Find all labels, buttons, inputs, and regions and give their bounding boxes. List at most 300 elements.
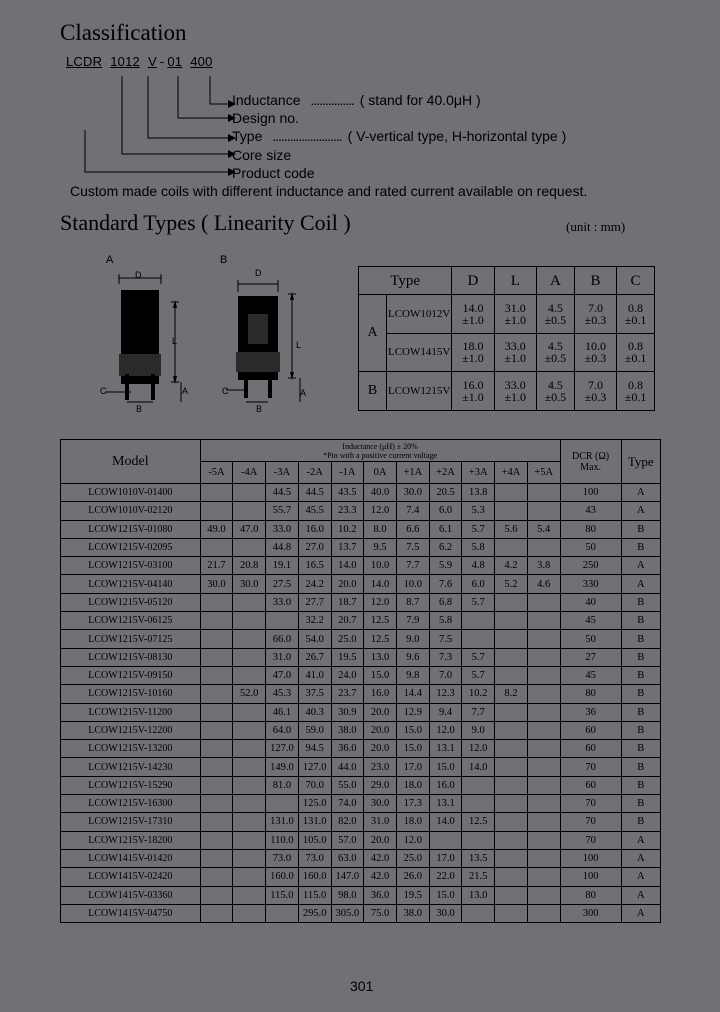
dim-b: 7.0 ±0.3 [574,372,616,411]
dcr-cell: 70 [560,758,621,776]
inductance-cell: 98.0 [331,886,364,904]
dcr-cell: 60 [560,740,621,758]
inductance-cell [233,758,266,776]
inductance-cell: 31.0 [266,648,299,666]
inductance-cell: 15.0 [364,666,397,684]
inductance-cell: 30.0 [429,904,462,922]
inductance-cell: 20.8 [233,557,266,575]
inductance-cell [233,484,266,502]
inductance-cell [266,795,299,813]
inductance-cell: 26.7 [298,648,331,666]
inductance-cell [200,666,233,684]
table-row [61,630,661,648]
inductance-cell: 15.0 [429,886,462,904]
inductance-cell [527,740,560,758]
inductance-cell: 19.1 [266,557,299,575]
inductance-cell: 14.0 [462,758,495,776]
legend-inductance: Inductance ............... ( stand for 40.0μH ) [232,92,481,108]
inductance-cell: 81.0 [266,776,299,794]
inductance-cell [462,904,495,922]
table-row [61,648,661,666]
inductance-cell: 6.6 [396,520,429,538]
inductance-cell: 18.7 [331,593,364,611]
dim-group-a: A [359,295,387,372]
current-header: -1A [331,462,364,484]
inductance-cell: 6.0 [429,502,462,520]
inductance-cell [200,795,233,813]
inductance-cell [527,886,560,904]
dcr-cell: 50 [560,538,621,556]
inductance-cell [495,721,528,739]
inductance-cell: 9.4 [429,703,462,721]
table-row [61,868,661,886]
inductance-cell [233,740,266,758]
inductance-cell: 12.0 [429,721,462,739]
inductance-cell [200,740,233,758]
model-cell: LCOW1215V-05120 [61,593,201,611]
inductance-cell: 55.7 [266,502,299,520]
dcr-cell: 80 [560,685,621,703]
inductance-cell [200,593,233,611]
inductance-cell: 147.0 [331,868,364,886]
table-row [61,831,661,849]
inductance-cell [233,666,266,684]
inductance-cell [527,721,560,739]
inductance-cell: 23.3 [331,502,364,520]
table-row [61,721,661,739]
inductance-cell: 30.0 [200,575,233,593]
drawing-a-b: B [136,404,143,414]
inductance-cell: 82.0 [331,813,364,831]
dcr-cell: 50 [560,630,621,648]
dim-c: 0.8 ±0.1 [617,333,655,372]
pn-design-no: 01 [167,54,183,69]
drawing-a-c: C [100,386,107,396]
drawing-a-label: A [106,254,114,266]
inductance-cell: 18.0 [396,776,429,794]
table-row [61,849,661,867]
inductance-cell: 127.0 [298,758,331,776]
inductance-cell: 6.1 [429,520,462,538]
dim-d: 16.0 ±1.0 [452,372,494,411]
inductance-cell [495,593,528,611]
inductance-cell: 40.3 [298,703,331,721]
inductance-cell: 37.5 [298,685,331,703]
inductance-cell: 115.0 [298,886,331,904]
model-cell: LCOW1215V-10160 [61,685,201,703]
inductance-cell [527,593,560,611]
model-cell: LCOW1215V-17310 [61,813,201,831]
inductance-cell: 5.7 [462,666,495,684]
inductance-cell: 115.0 [266,886,299,904]
inductance-cell [495,795,528,813]
model-cell: LCOW1215V-08130 [61,648,201,666]
inductance-cell [527,502,560,520]
current-header: +3A [462,462,495,484]
inductance-cell: 44.8 [266,538,299,556]
dcr-cell: 70 [560,795,621,813]
dim-header-l: L [494,267,536,295]
inductance-cell: 20.5 [429,484,462,502]
table-row [61,703,661,721]
inductance-cell [495,886,528,904]
dim-type: LCOW1215V [387,372,452,411]
type-cell: B [621,776,660,794]
inductance-cell [429,831,462,849]
inductance-cell: 13.1 [429,740,462,758]
model-cell: LCOW1215V-14230 [61,758,201,776]
inductance-cell: 66.0 [266,630,299,648]
inductance-cell: 47.0 [266,666,299,684]
inductance-cell [233,868,266,886]
inductance-cell: 73.0 [298,849,331,867]
inductance-cell: 10.2 [331,520,364,538]
type-cell: A [621,886,660,904]
inductance-cell: 4.6 [527,575,560,593]
dcr-cell: 100 [560,849,621,867]
type-cell: A [621,868,660,886]
inductance-cell: 7.4 [396,502,429,520]
inductance-cell: 12.5 [364,630,397,648]
inductance-cell: 42.0 [364,849,397,867]
model-cell: LCOW1215V-13200 [61,740,201,758]
dcr-cell: 40 [560,593,621,611]
dim-a: 4.5 ±0.5 [536,372,574,411]
dcr-cell: 36 [560,703,621,721]
inductance-cell: 5.7 [462,520,495,538]
inductance-cell [233,502,266,520]
type-cell: A [621,484,660,502]
inductance-header [200,440,560,462]
dcr-cell: 100 [560,484,621,502]
inductance-cell: 33.0 [266,593,299,611]
inductance-cell [527,685,560,703]
dim-l: 31.0 ±1.0 [494,295,536,334]
inductance-cell: 15.0 [396,721,429,739]
dimensions-table [358,266,655,411]
table-row [61,795,661,813]
inductance-cell: 8.2 [495,685,528,703]
inductance-cell: 20.0 [364,703,397,721]
table-row [61,740,661,758]
inductance-cell [527,648,560,666]
inductance-cell: 59.0 [298,721,331,739]
table-row [61,886,661,904]
model-cell: LCOW1215V-04140 [61,575,201,593]
legend-type: Type ........................ ( V-vertical type, H-horizontal type ) [232,128,567,144]
model-cell: LCOW1215V-12200 [61,721,201,739]
table-row [61,593,661,611]
legend-product-code: Product code [232,165,315,181]
inductance-cell [200,703,233,721]
inductance-cell: 5.6 [495,520,528,538]
inductance-cell [495,502,528,520]
inductance-cell [233,831,266,849]
model-cell: LCOW1215V-07125 [61,630,201,648]
type-cell: B [621,795,660,813]
inductance-cell: 27.5 [266,575,299,593]
inductance-cell: 30.9 [331,703,364,721]
current-header: -5A [200,462,233,484]
inductance-cell [200,648,233,666]
inductance-cell [495,868,528,886]
coil-drawing-b [218,262,328,422]
model-cell: LCOW1010V-01400 [61,484,201,502]
dcr-cell: 43 [560,502,621,520]
inductance-cell [200,904,233,922]
inductance-cell [495,630,528,648]
inductance-cell [462,776,495,794]
inductance-cell: 16.0 [429,776,462,794]
dim-row [359,333,655,372]
inductance-cell [233,776,266,794]
inductance-cell: 20.0 [364,831,397,849]
drawing-a-a: A [182,386,189,396]
inductance-cell [233,886,266,904]
inductance-cell [527,849,560,867]
model-cell: LCOW1415V-03360 [61,886,201,904]
dcr-cell: 330 [560,575,621,593]
inductance-cell: 26.0 [396,868,429,886]
drawing-a-d: D [135,270,142,280]
inductance-cell [495,740,528,758]
inductance-cell [200,612,233,630]
inductance-cell [266,612,299,630]
classification-leader-lines [60,68,240,183]
inductance-cell: 27.7 [298,593,331,611]
inductance-cell: 6.0 [462,575,495,593]
dim-d: 18.0 ±1.0 [452,333,494,372]
model-cell: LCOW1215V-09150 [61,666,201,684]
inductance-cell: 12.5 [462,813,495,831]
inductance-cell: 63.0 [331,849,364,867]
inductance-cell [495,776,528,794]
inductance-cell [233,904,266,922]
pn-core-size: 1012 [110,54,140,69]
part-number-example [66,54,221,69]
inductance-cell [527,758,560,776]
table-row [61,685,661,703]
inductance-cell [200,849,233,867]
inductance-cell: 9.6 [396,648,429,666]
inductance-cell: 13.1 [429,795,462,813]
inductance-cell: 42.0 [364,868,397,886]
inductance-cell [200,776,233,794]
drawing-b-a: A [300,388,307,398]
inductance-cell: 7.9 [396,612,429,630]
inductance-cell [233,648,266,666]
type-cell: B [621,630,660,648]
model-cell: LCOW1215V-16300 [61,795,201,813]
inductance-cell: 52.0 [233,685,266,703]
inductance-cell [527,868,560,886]
type-cell: B [621,721,660,739]
table-row [61,612,661,630]
dcr-cell: 300 [560,904,621,922]
dcr-cell: 250 [560,557,621,575]
inductance-cell: 15.0 [429,758,462,776]
inductance-cell: 30.0 [396,484,429,502]
model-cell: LCOW1215V-01080 [61,520,201,538]
inductance-cell [200,813,233,831]
inductance-cell: 75.0 [364,904,397,922]
dcr-cell: 60 [560,776,621,794]
current-header: -4A [233,462,266,484]
dim-header-c: C [617,267,655,295]
inductance-cell [200,630,233,648]
type-cell: B [621,685,660,703]
inductance-cell: 47.0 [233,520,266,538]
drawing-b-l: L [296,340,302,350]
inductance-cell: 20.0 [364,740,397,758]
inductance-cell: 12.0 [396,831,429,849]
type-cell: A [621,557,660,575]
inductance-cell: 15.0 [396,740,429,758]
dcr-cell: 27 [560,648,621,666]
table-row [61,557,661,575]
inductance-cell: 14.4 [396,685,429,703]
inductance-cell: 10.0 [364,557,397,575]
model-cell: LCOW1215V-06125 [61,612,201,630]
inductance-cell: 57.0 [331,831,364,849]
dim-header-row [359,267,655,295]
model-cell: LCOW1215V-11200 [61,703,201,721]
inductance-cell: 7.7 [396,557,429,575]
current-header: 0A [364,462,397,484]
page-number: 301 [350,978,374,994]
inductance-cell [266,904,299,922]
inductance-cell: 14.0 [331,557,364,575]
model-cell: LCOW1010V-02120 [61,502,201,520]
dcr-cell: 70 [560,813,621,831]
model-cell: LCOW1215V-18200 [61,831,201,849]
inductance-cell [495,703,528,721]
type-cell: B [621,813,660,831]
inductance-cell [200,886,233,904]
inductance-cell [527,484,560,502]
inductance-cell: 8.7 [396,593,429,611]
current-header: -2A [298,462,331,484]
inductance-cell: 12.5 [364,612,397,630]
dim-type: LCOW1012V [387,295,452,334]
inductance-cell: 5.3 [462,502,495,520]
inductance-cell: 9.8 [396,666,429,684]
dim-b: 10.0 ±0.3 [574,333,616,372]
inductance-cell: 49.0 [200,520,233,538]
inductance-cell: 5.4 [527,520,560,538]
inductance-cell: 38.0 [331,721,364,739]
inductance-cell [527,666,560,684]
inductance-cell: 7.3 [429,648,462,666]
table-row [61,758,661,776]
inductance-cell: 21.5 [462,868,495,886]
inductance-cell: 5.8 [429,612,462,630]
model-cell: LCOW1215V-03100 [61,557,201,575]
inductance-cell: 7.5 [396,538,429,556]
inductance-cell [527,776,560,794]
inductance-cell [233,721,266,739]
inductance-cell: 17.0 [396,758,429,776]
inductance-cell [200,721,233,739]
inductance-cell: 38.0 [396,904,429,922]
inductance-cell: 70.0 [298,776,331,794]
type-cell: A [621,904,660,922]
table-row [61,502,661,520]
inductance-cell: 20.7 [331,612,364,630]
dcr-cell: 70 [560,831,621,849]
table-row [61,520,661,538]
model-cell: LCOW1415V-01420 [61,849,201,867]
drawing-b-label: B [220,254,228,266]
inductance-cell: 44.5 [266,484,299,502]
dim-header-d: D [452,267,494,295]
inductance-cell: 110.0 [266,831,299,849]
inductance-cell [527,630,560,648]
model-table [60,439,661,923]
inductance-cell: 73.0 [266,849,299,867]
table-row [61,484,661,502]
inductance-cell: 33.0 [266,520,299,538]
model-cell: LCOW1415V-04750 [61,904,201,922]
inductance-cell [200,484,233,502]
current-header: +5A [527,462,560,484]
dim-l: 33.0 ±1.0 [494,372,536,411]
inductance-cell: 9.0 [396,630,429,648]
pn-type: V [147,54,157,69]
inductance-cell: 17.0 [429,849,462,867]
inductance-cell: 45.3 [266,685,299,703]
inductance-cell: 21.7 [200,557,233,575]
inductance-cell [233,538,266,556]
inductance-cell [495,813,528,831]
drawing-b-b: B [256,404,263,414]
current-header: +2A [429,462,462,484]
inductance-cell: 27.0 [298,538,331,556]
inductance-cell: 23.0 [364,758,397,776]
inductance-cell [200,502,233,520]
inductance-cell: 41.0 [298,666,331,684]
inductance-cell: 305.0 [331,904,364,922]
inductance-cell: 13.0 [364,648,397,666]
model-cell: LCOW1415V-02420 [61,868,201,886]
inductance-cell [527,703,560,721]
table-row [61,813,661,831]
type-cell: B [621,758,660,776]
inductance-cell: 30.0 [233,575,266,593]
coil-drawing-a [95,262,205,422]
dim-l: 33.0 ±1.0 [494,333,536,372]
inductance-cell [462,795,495,813]
pn-dash: - [159,54,165,69]
model-header: Model [61,440,201,484]
unit-note: (unit : mm) [566,219,626,234]
dcr-header: DCR (Ω) Max. [560,440,621,484]
inductance-cell [495,484,528,502]
inductance-cell: 46.1 [266,703,299,721]
inductance-cell: 25.0 [331,630,364,648]
custom-note: Custom made coils with different inductance and rated current available on request. [70,183,588,199]
inductance-cell [233,849,266,867]
inductance-cell [527,813,560,831]
dim-c: 0.8 ±0.1 [617,295,655,334]
inductance-header-sub: *Pin with a positive current voltage [323,450,438,460]
inductance-cell [462,831,495,849]
table-row [61,666,661,684]
inductance-cell: 6.8 [429,593,462,611]
inductance-cell: 10.2 [462,685,495,703]
inductance-cell: 13.7 [331,538,364,556]
inductance-cell: 4.8 [462,557,495,575]
